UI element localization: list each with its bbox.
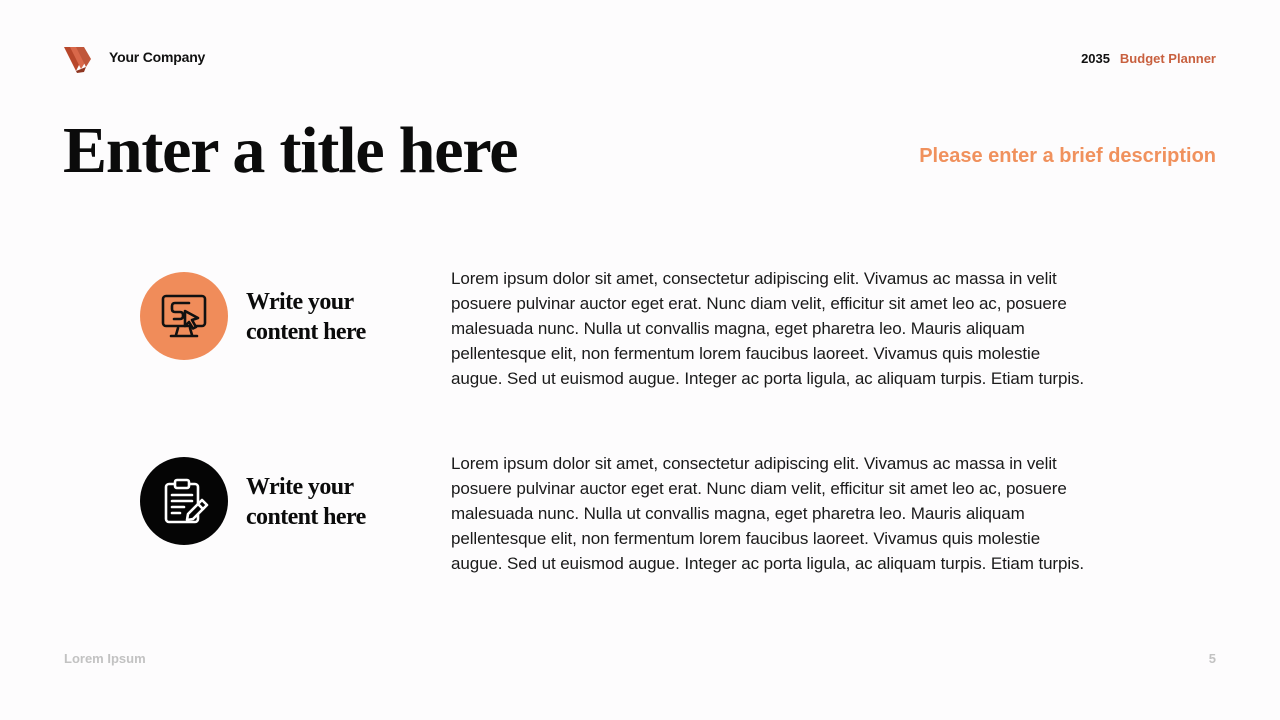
- body-line: pellentesque elit, non fermentum lorem faucibus laoreet. Vivamus quis molestie: [451, 344, 1041, 363]
- body-line: augue. Sed ut euismod augue. Integer ac porta ligula, ac aliquam turpis. Etiam turpis.: [451, 554, 1085, 573]
- item-heading: [246, 472, 416, 532]
- body-line: malesuada nunc. Nulla ut convallis magna, eget pharetra leo. Mauris aliquam: [451, 504, 1025, 523]
- body-line: malesuada nunc. Nulla ut convallis magna, eget pharetra leo. Mauris aliquam: [451, 319, 1025, 338]
- header-planner-label: Budget Planner: [1119, 51, 1216, 66]
- footer-label: Lorem Ipsum: [64, 651, 146, 666]
- item-heading-line: Write your: [246, 289, 354, 315]
- body-line: Lorem ipsum dolor sit amet, consectetur adipiscing elit. Vivamus ac massa in velit: [451, 269, 1057, 288]
- item-body-text: [451, 266, 1151, 391]
- body-line: pellentesque elit, non fermentum lorem faucibus laoreet. Vivamus quis molestie: [451, 529, 1041, 548]
- header-year: 2035: [1081, 51, 1110, 66]
- item-heading-line: Write your: [246, 474, 354, 500]
- item-body-text: [451, 451, 1151, 576]
- body-line: Lorem ipsum dolor sit amet, consectetur adipiscing elit. Vivamus ac massa in velit: [451, 454, 1057, 473]
- item-heading: [246, 287, 416, 347]
- body-line: posuere pulvinar auctor eget erat. Nunc diam velit, efficitur sit amet leo ac, posuere: [451, 294, 1067, 313]
- monitor-cursor-icon: [140, 272, 228, 360]
- page-description: Please enter a brief description: [919, 145, 1216, 167]
- clipboard-pencil-icon: [140, 457, 228, 545]
- page-number: 5: [1208, 651, 1216, 666]
- company-name: Your Company: [109, 49, 206, 65]
- body-line: posuere pulvinar auctor eget erat. Nunc diam velit, efficitur sit amet leo ac, posuere: [451, 479, 1067, 498]
- item-heading-line: content here: [246, 319, 366, 345]
- company-logo-icon: [64, 45, 92, 73]
- body-line: augue. Sed ut euismod augue. Integer ac porta ligula, ac aliquam turpis. Etiam turpis.: [451, 369, 1085, 388]
- item-heading-line: content here: [246, 504, 366, 530]
- page-title: Enter a title here: [63, 114, 518, 187]
